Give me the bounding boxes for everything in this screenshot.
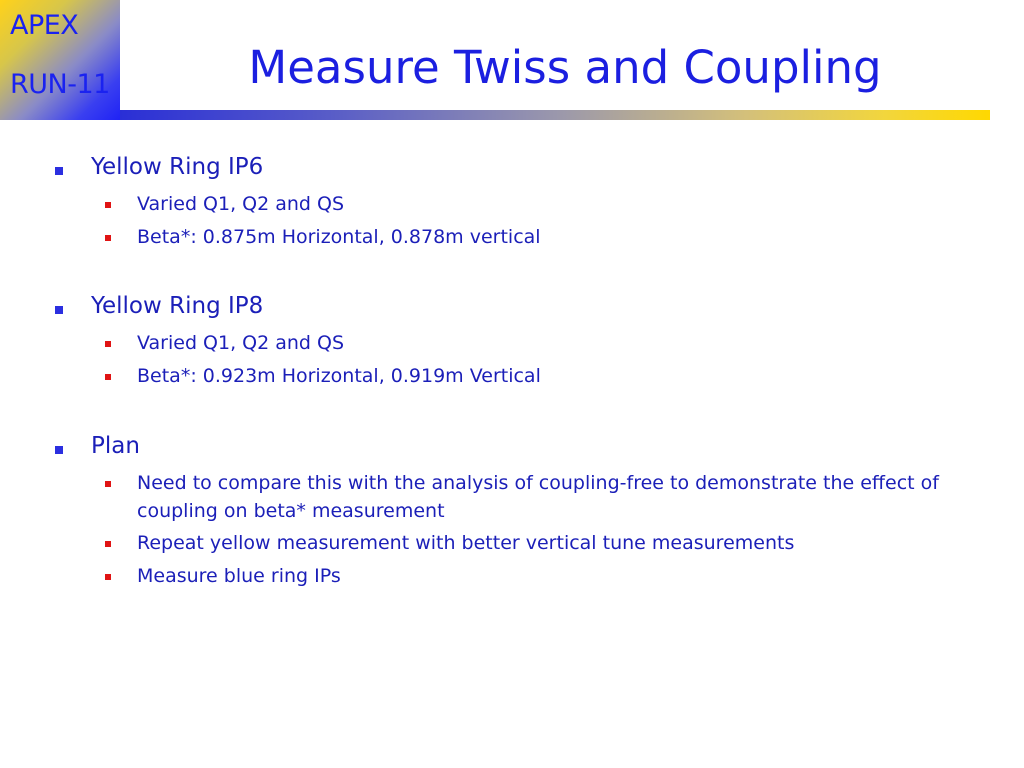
bullet-square-icon <box>105 374 111 380</box>
bullet-square-icon <box>55 167 63 175</box>
bullet-square-icon <box>105 541 111 547</box>
bullet-square-icon <box>105 235 111 241</box>
bullet-square-icon <box>55 306 63 314</box>
badge-line-apex: APEX <box>10 10 79 41</box>
bullet-square-icon <box>105 202 111 208</box>
bullet-square-icon <box>105 574 111 580</box>
bullet-square-icon <box>105 481 111 487</box>
badge-line-run: RUN-11 <box>10 69 110 100</box>
slide-title: Measure Twiss and Coupling <box>248 41 882 94</box>
section-heading-yellow-ip8: Yellow Ring IP8 <box>91 293 264 319</box>
list-item: Beta*: 0.875m Horizontal, 0.878m vertical <box>137 226 541 248</box>
list-item: Need to compare this with the analysis of coupling-free to demonstrate the effect of coupling on beta* measurement <box>137 472 939 522</box>
list-item: Measure blue ring IPs <box>137 565 341 587</box>
list-item: Repeat yellow measurement with better vertical tune measurements <box>137 532 795 554</box>
list-item: Beta*: 0.923m Horizontal, 0.919m Vertical <box>137 365 541 387</box>
bullet-square-icon <box>55 446 63 454</box>
list-item: Varied Q1, Q2 and QS <box>137 193 345 215</box>
section-heading-plan: Plan <box>91 433 140 459</box>
list-item: Varied Q1, Q2 and QS <box>137 332 345 354</box>
bullet-square-icon <box>105 341 111 347</box>
section-heading-yellow-ip6: Yellow Ring IP6 <box>91 154 264 180</box>
